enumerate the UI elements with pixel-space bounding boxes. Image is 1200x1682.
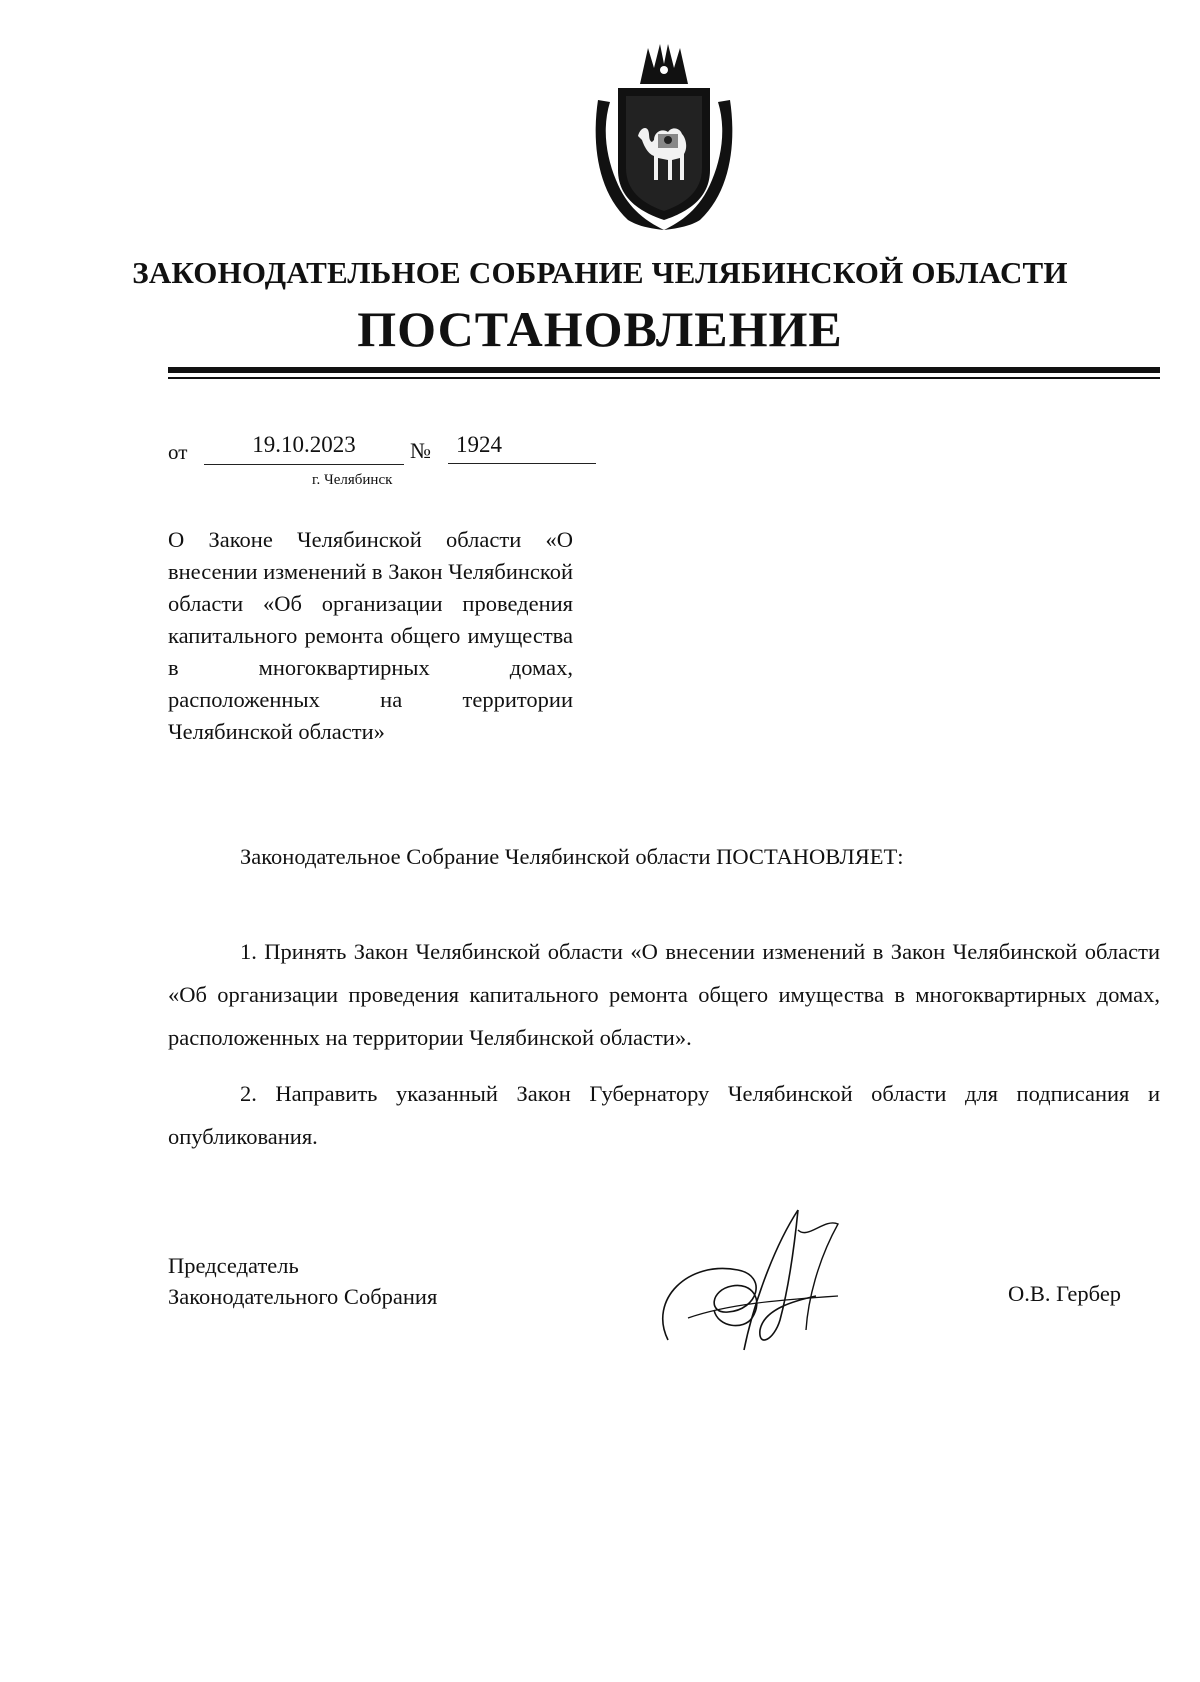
coat-of-arms-icon: [588, 40, 740, 232]
city: г. Челябинск: [312, 472, 393, 488]
date-prefix: от: [168, 440, 188, 464]
resolves-statement: Законодательное Собрание Челябинской области ПОСТАНОВЛЯЕТ:: [240, 844, 904, 869]
organization-name: ЗАКОНОДАТЕЛЬНОЕ СОБРАНИЕ ЧЕЛЯБИНСКОЙ ОБЛАСТИ: [132, 255, 1068, 290]
signer-name: О.В. Гербер: [1008, 1281, 1122, 1306]
signer-title: [168, 1250, 437, 1312]
document-number: 1924: [448, 432, 596, 464]
signer-title-line-1: Председатель: [168, 1253, 299, 1278]
handwritten-signature-icon: [648, 1200, 848, 1360]
header-rule-thin: [168, 377, 1160, 379]
document-subject: О Законе Челябинской области «О внесении изменений в Закон Челябинской области «Об организации проведения капитального ремонта общего имущества в многоквартирных домах, расположенных на территории Челябинской области»: [168, 527, 573, 744]
paragraph-1: 1. Принять Закон Челябинской области «О внесении изменений в Закон Челябинской области «Об организации проведения капитального ремонта общего имущества в многоквартирных домах, расположенных на территории Челябинской области».: [168, 939, 1160, 1050]
date-number-line: [168, 432, 598, 472]
document-type: ПОСТАНОВЛЕНИЕ: [357, 301, 843, 357]
header-rule-thick: [168, 367, 1160, 373]
number-sign: №: [410, 438, 431, 463]
signer-title-line-2: Законодательного Собрания: [168, 1284, 438, 1309]
document-date: 19.10.2023: [204, 432, 404, 465]
paragraph-2: 2. Направить указанный Закон Губернатору Челябинской области для подписания и опубликования.: [168, 1081, 1160, 1149]
